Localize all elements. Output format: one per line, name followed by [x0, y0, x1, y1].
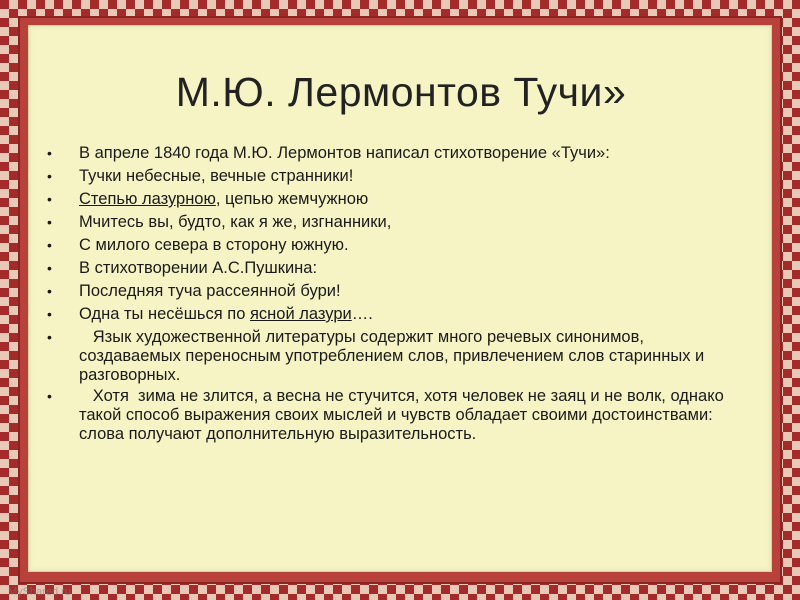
bullet-icon: • [47, 283, 52, 299]
slide-title: М.Ю. Лермонтов Тучи» [175, 69, 627, 115]
bullet-icon: • [47, 306, 52, 322]
bullet-item [47, 188, 747, 211]
bullet-icon: • [47, 145, 52, 161]
bullet-text: Тучки небесные, вечные странники! [79, 167, 354, 185]
slide-content [28, 25, 772, 572]
bullet-item [47, 280, 747, 303]
bullet-text: Язык художественной литературы содержит много речевых синонимов, создаваемых переносным употреблением слов, привлечением слов старинных и разговорных. [79, 328, 709, 384]
bullet-item [47, 303, 747, 326]
watermark: MyShared.ru [8, 586, 71, 598]
bullet-icon: • [47, 388, 52, 404]
bullet-text: Хотя зима не злится, а весна не стучится, хотя человек не заяц и не волк, однако такой способ выражения своих мыслей и чувств обладает своими достоинствами: слова получают дополнительную выразительность. [79, 387, 729, 443]
bullet-icon: • [47, 168, 52, 184]
bullet-list [47, 142, 747, 446]
bullet-text: Последняя туча рассеянной бури! [79, 282, 341, 300]
bullet-icon: • [47, 329, 52, 345]
bullet-text: С милого севера в сторону южную. [79, 236, 349, 254]
bullet-item [47, 257, 747, 280]
bullet-item [47, 142, 747, 165]
bullet-icon: • [47, 260, 52, 276]
underlined-phrase: Степью лазурною [79, 190, 216, 208]
bullet-text: В стихотворении А.С.Пушкина: [79, 259, 318, 277]
bullet-item [47, 211, 747, 234]
bullet-item [47, 234, 747, 257]
bullet-text: Мчитесь вы, будто, как я же, изгнанники, [79, 213, 392, 231]
bullet-item [47, 328, 747, 385]
bullet-text: …. [351, 305, 373, 323]
bullet-text: Одна ты несёшься по [79, 305, 250, 323]
bullet-icon: • [47, 237, 52, 253]
bullet-icon: • [47, 191, 52, 207]
bullet-text: , цепью жемчужною [215, 190, 369, 208]
bullet-item [47, 387, 747, 444]
underlined-phrase: ясной лазури [250, 305, 352, 323]
bullet-icon: • [47, 214, 52, 230]
bullet-item [47, 165, 747, 188]
bullet-text: В апреле 1840 года М.Ю. Лермонтов написал стихотворение «Тучи»: [79, 144, 610, 162]
